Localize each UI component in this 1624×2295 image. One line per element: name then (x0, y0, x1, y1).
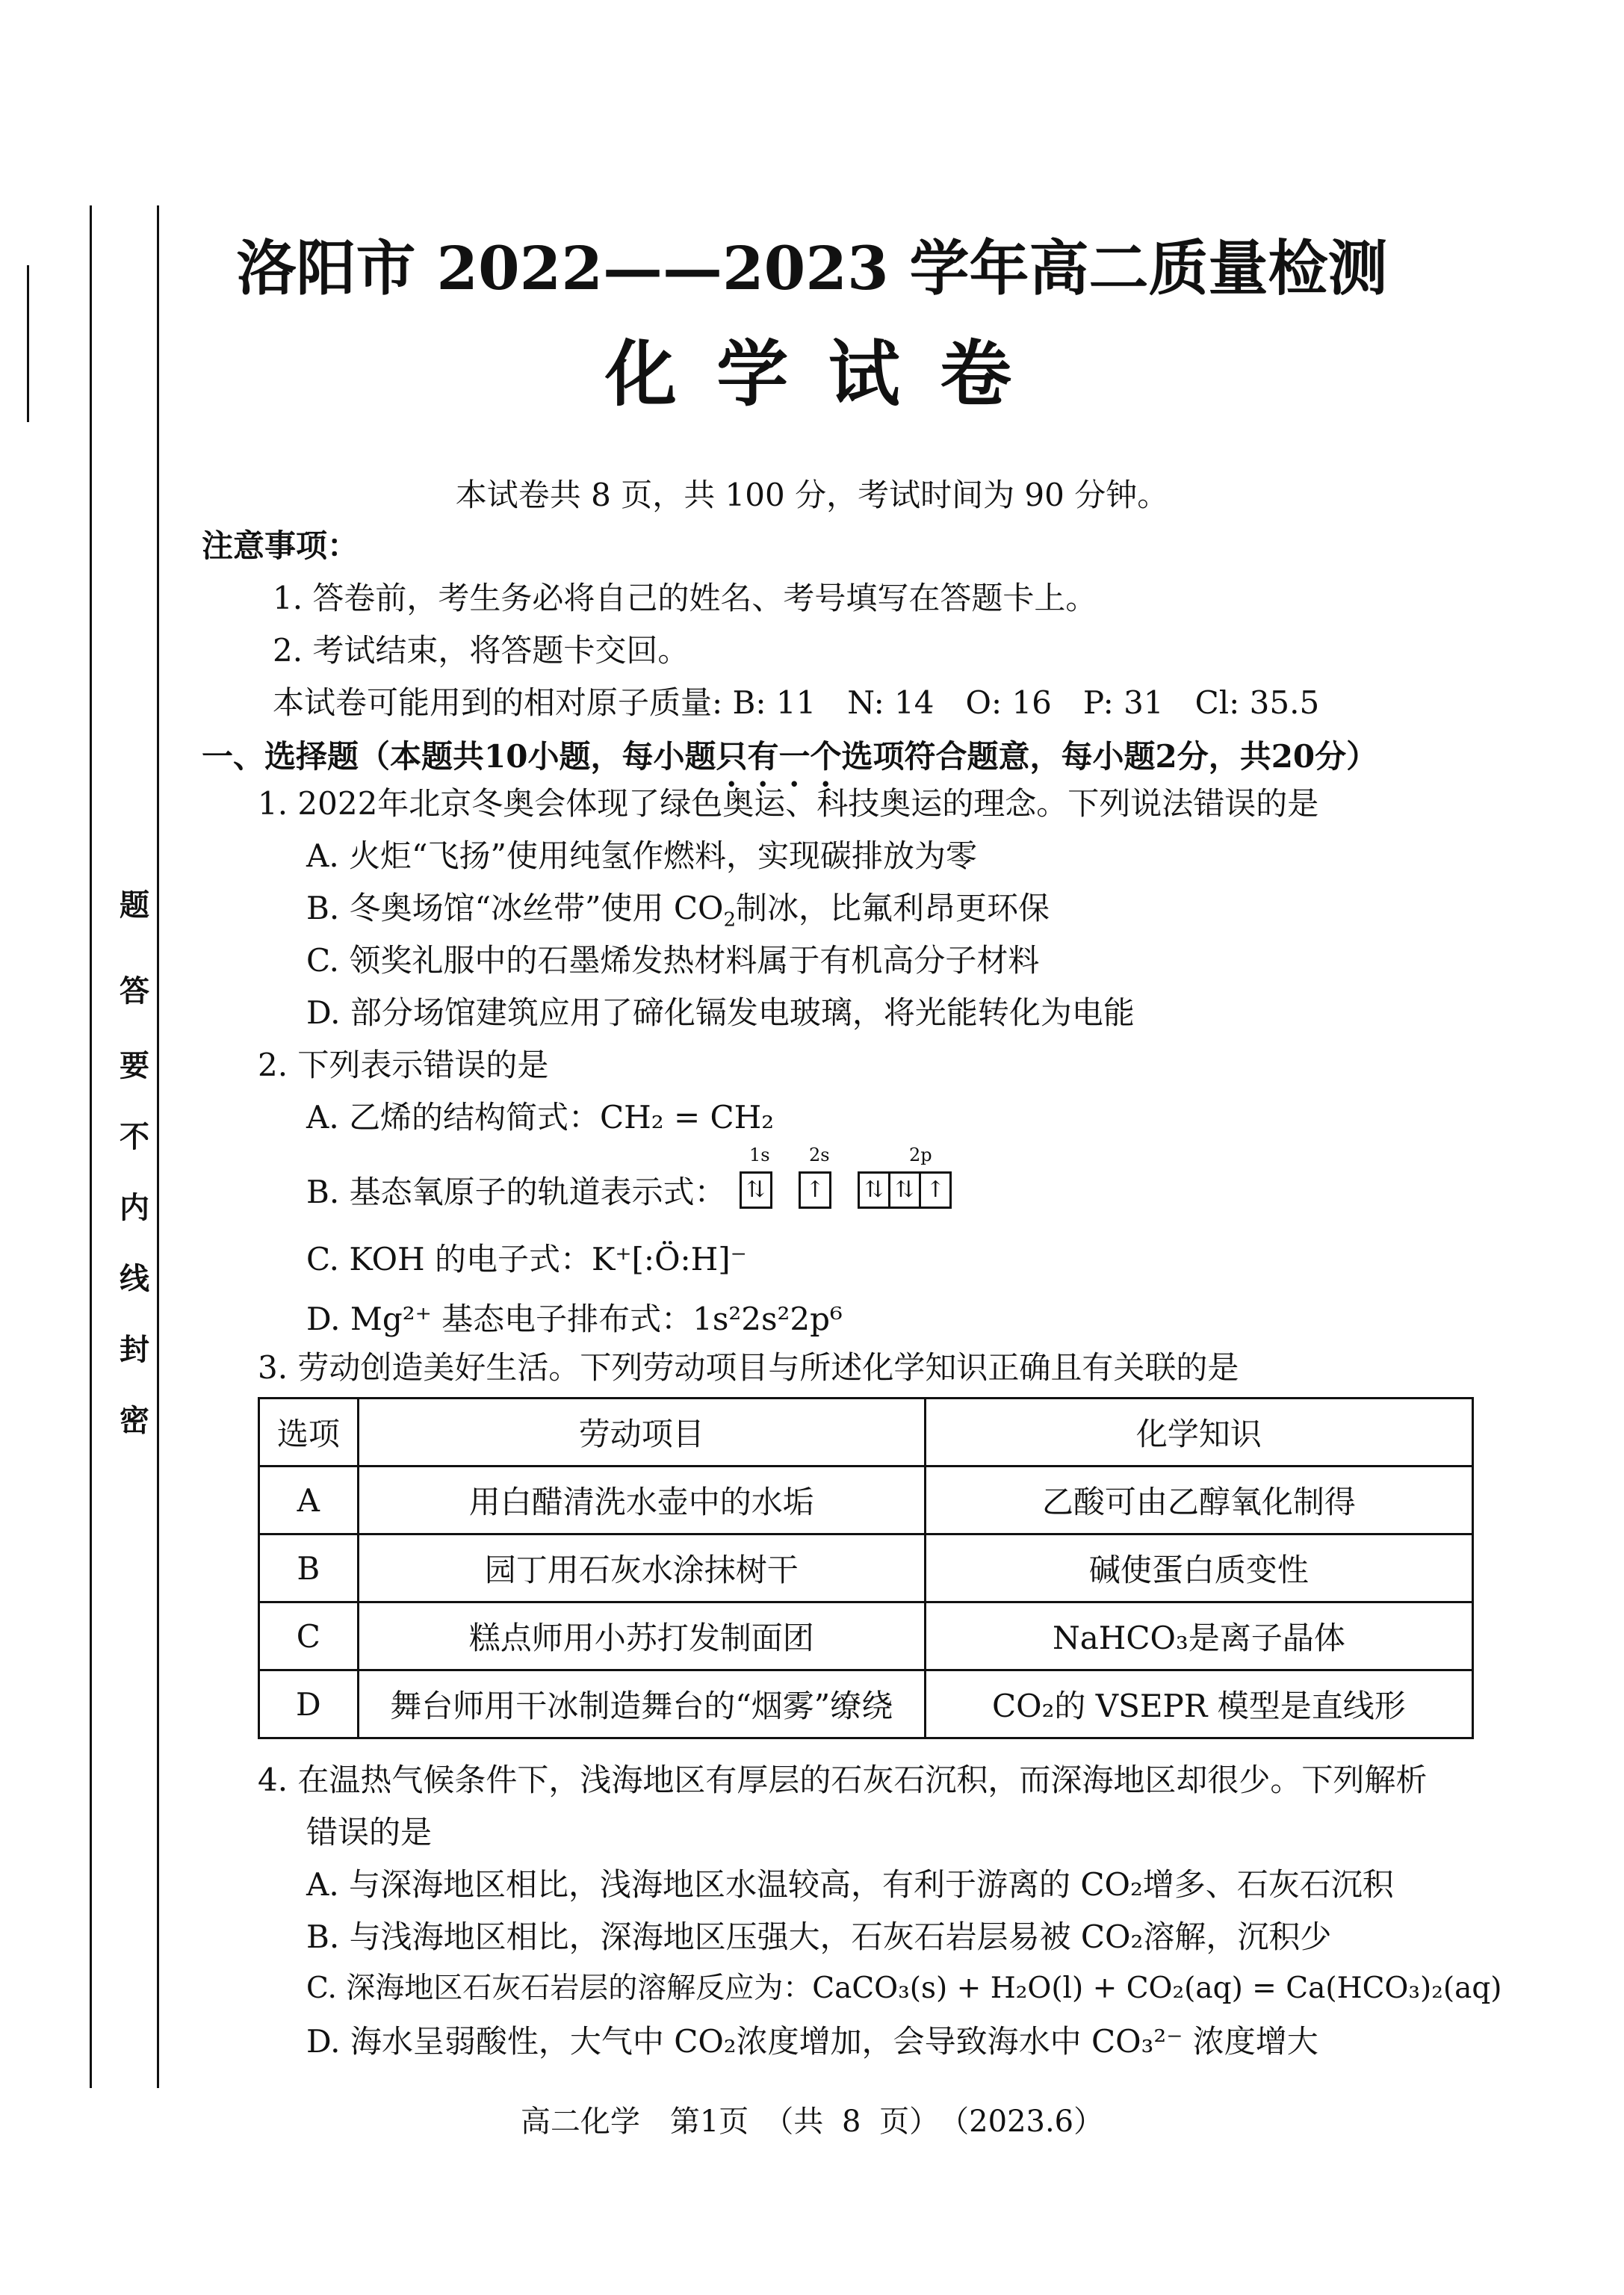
q1-option-d: D. 部分场馆建筑应用了碲化镉发电玻璃，将光能转化为电能 (306, 994, 1135, 1031)
note-item: 1. 答卷前，考生务必将自己的姓名、考号填写在答题卡上。 (273, 580, 1097, 616)
note-item: 2. 考试结束，将答题卡交回。 (273, 632, 689, 669)
table-header-row (259, 1399, 1473, 1466)
table-header-cell: 劳动项目 (358, 1399, 925, 1466)
q3-stem: 3. 劳动创造美好生活。下列劳动项目与所述化学知识正确且有关联的是 (258, 1349, 1239, 1386)
q3-table (258, 1397, 1474, 1739)
notes-heading: 注意事项： (202, 527, 359, 564)
orbital-box-1s: ⇅ (740, 1171, 772, 1209)
table-cell: 舞台师用干冰制造舞台的“烟雾”缭绕 (358, 1670, 925, 1738)
atomic-masses: 本试卷可能用到的相对原子质量: B: 11 N: 14 O: 16 P: 31 Cl: 35.5 (273, 684, 1320, 721)
orbital-box-2p: ⇅ (858, 1171, 890, 1209)
q4-option-d: D. 海水呈弱酸性，大气中 CO₂浓度增加，会导致海水中 CO₃²⁻ 浓度增大 (306, 2023, 1318, 2060)
table-cell: B (259, 1534, 359, 1602)
orbital-diagram (740, 1171, 952, 1209)
table-cell: A (259, 1466, 359, 1534)
seal-char: 内 (120, 1190, 149, 1225)
emphasis-text: 只有一个 (716, 738, 842, 775)
seal-char: 封 (120, 1332, 149, 1367)
exam-info: 本试卷共 8 页，共 100 分，考试时间为 90 分钟。 (455, 477, 1169, 513)
seal-char: 答 (120, 973, 149, 1009)
table-row (259, 1602, 1473, 1670)
table-row (259, 1670, 1473, 1738)
seal-char: 要 (120, 1048, 149, 1083)
q2-option-d: D. Mg²⁺ 基态电子排布式：1s²2s²2p⁶ (306, 1301, 843, 1337)
table-cell: D (259, 1670, 359, 1738)
q1-stem: 1. 2022年北京冬奥会体现了绿色奥运、科技奥运的理念。下列说法错误的是 (258, 785, 1319, 822)
q4-stem: 4. 在温热气候条件下，浅海地区有厚层的石灰石沉积，而深海地区却很少。下列解析 (258, 1762, 1428, 1798)
orbital-box-2p: ↑ (919, 1171, 952, 1209)
orbital-box-2s: ↑ (799, 1171, 831, 1209)
exam-subtitle: 化 学 试 卷 (604, 332, 1020, 416)
q4-stem-cont: 错误的是 (306, 1814, 433, 1850)
q1-option-b: B. 冬奥场馆“冰丝带”使用 $CO_2$制冰，比氟利昂更环保 (306, 890, 1050, 932)
q4-option-b: B. 与浅海地区相比，深海地区压强大，石灰石岩层易被 CO₂溶解，沉积少 (306, 1918, 1332, 1955)
page-footer: 高二化学 第1页 （共 8 页） （2023.6） (520, 2104, 1104, 2139)
table-row (259, 1534, 1473, 1602)
seal-char: 题 (120, 888, 149, 923)
q2-stem: 2. 下列表示错误的是 (258, 1047, 549, 1083)
electron-formula: K⁺[:Ö:H]⁻ (592, 1241, 747, 1277)
exam-title: 洛阳市 2022——2023 学年高二质量检测 (236, 233, 1388, 303)
section-heading: 一、选择题（本题共10小题，每小题只有一个选项符合题意，每小题2分，共20分） (202, 738, 1378, 775)
orbital-box-2p: ⇅ (888, 1171, 921, 1209)
q4-option-c: C. 深海地区石灰石岩层的溶解反应为：CaCO₃(s) + H₂O(l) + CO₂(aq) = Ca(HCO₃)₂(aq) (306, 1972, 1502, 2005)
table-cell: 乙酸可由乙醇氧化制得 (925, 1466, 1472, 1534)
table-cell: C (259, 1602, 359, 1670)
table-cell: 碱使蛋白质变性 (925, 1534, 1472, 1602)
seal-char: 不 (120, 1119, 149, 1154)
orbital-label-2p: 2p (909, 1145, 932, 1165)
table-header-cell: 选项 (259, 1399, 359, 1466)
q1-option-c: C. 领奖礼服中的石墨烯发热材料属于有机高分子材料 (306, 942, 1040, 979)
table-cell: CO₂的 VSEPR 模型是直线形 (925, 1670, 1472, 1738)
q2-option-c: C. KOH 的电子式：K⁺[:Ö:H]⁻ (306, 1241, 747, 1277)
table-header-cell: 化学知识 (925, 1399, 1472, 1466)
table-cell: 园丁用石灰水涂抹树干 (358, 1534, 925, 1602)
table-cell: 糕点师用小苏打发制面团 (358, 1602, 925, 1670)
orbital-label-2s: 2s (809, 1145, 830, 1165)
seal-char: 密 (120, 1403, 149, 1438)
q2-option-b: B. 基态氧原子的轨道表示式： (306, 1174, 726, 1210)
q2-option-a: A. 乙烯的结构简式：CH₂ = CH₂ (306, 1099, 775, 1136)
seal-char: 线 (120, 1261, 149, 1296)
table-row (259, 1466, 1473, 1534)
orbital-label-1s: 1s (749, 1145, 770, 1165)
table-cell: NaHCO₃是离子晶体 (925, 1602, 1472, 1670)
q1-option-a: A. 火炬“飞扬”使用纯氢作燃料，实现碳排放为零 (306, 837, 977, 874)
q4-option-a: A. 与深海地区相比，浅海地区水温较高，有利于游离的 CO₂增多、石灰石沉积 (306, 1866, 1394, 1903)
table-cell: 用白醋清洗水壶中的水垢 (358, 1466, 925, 1534)
